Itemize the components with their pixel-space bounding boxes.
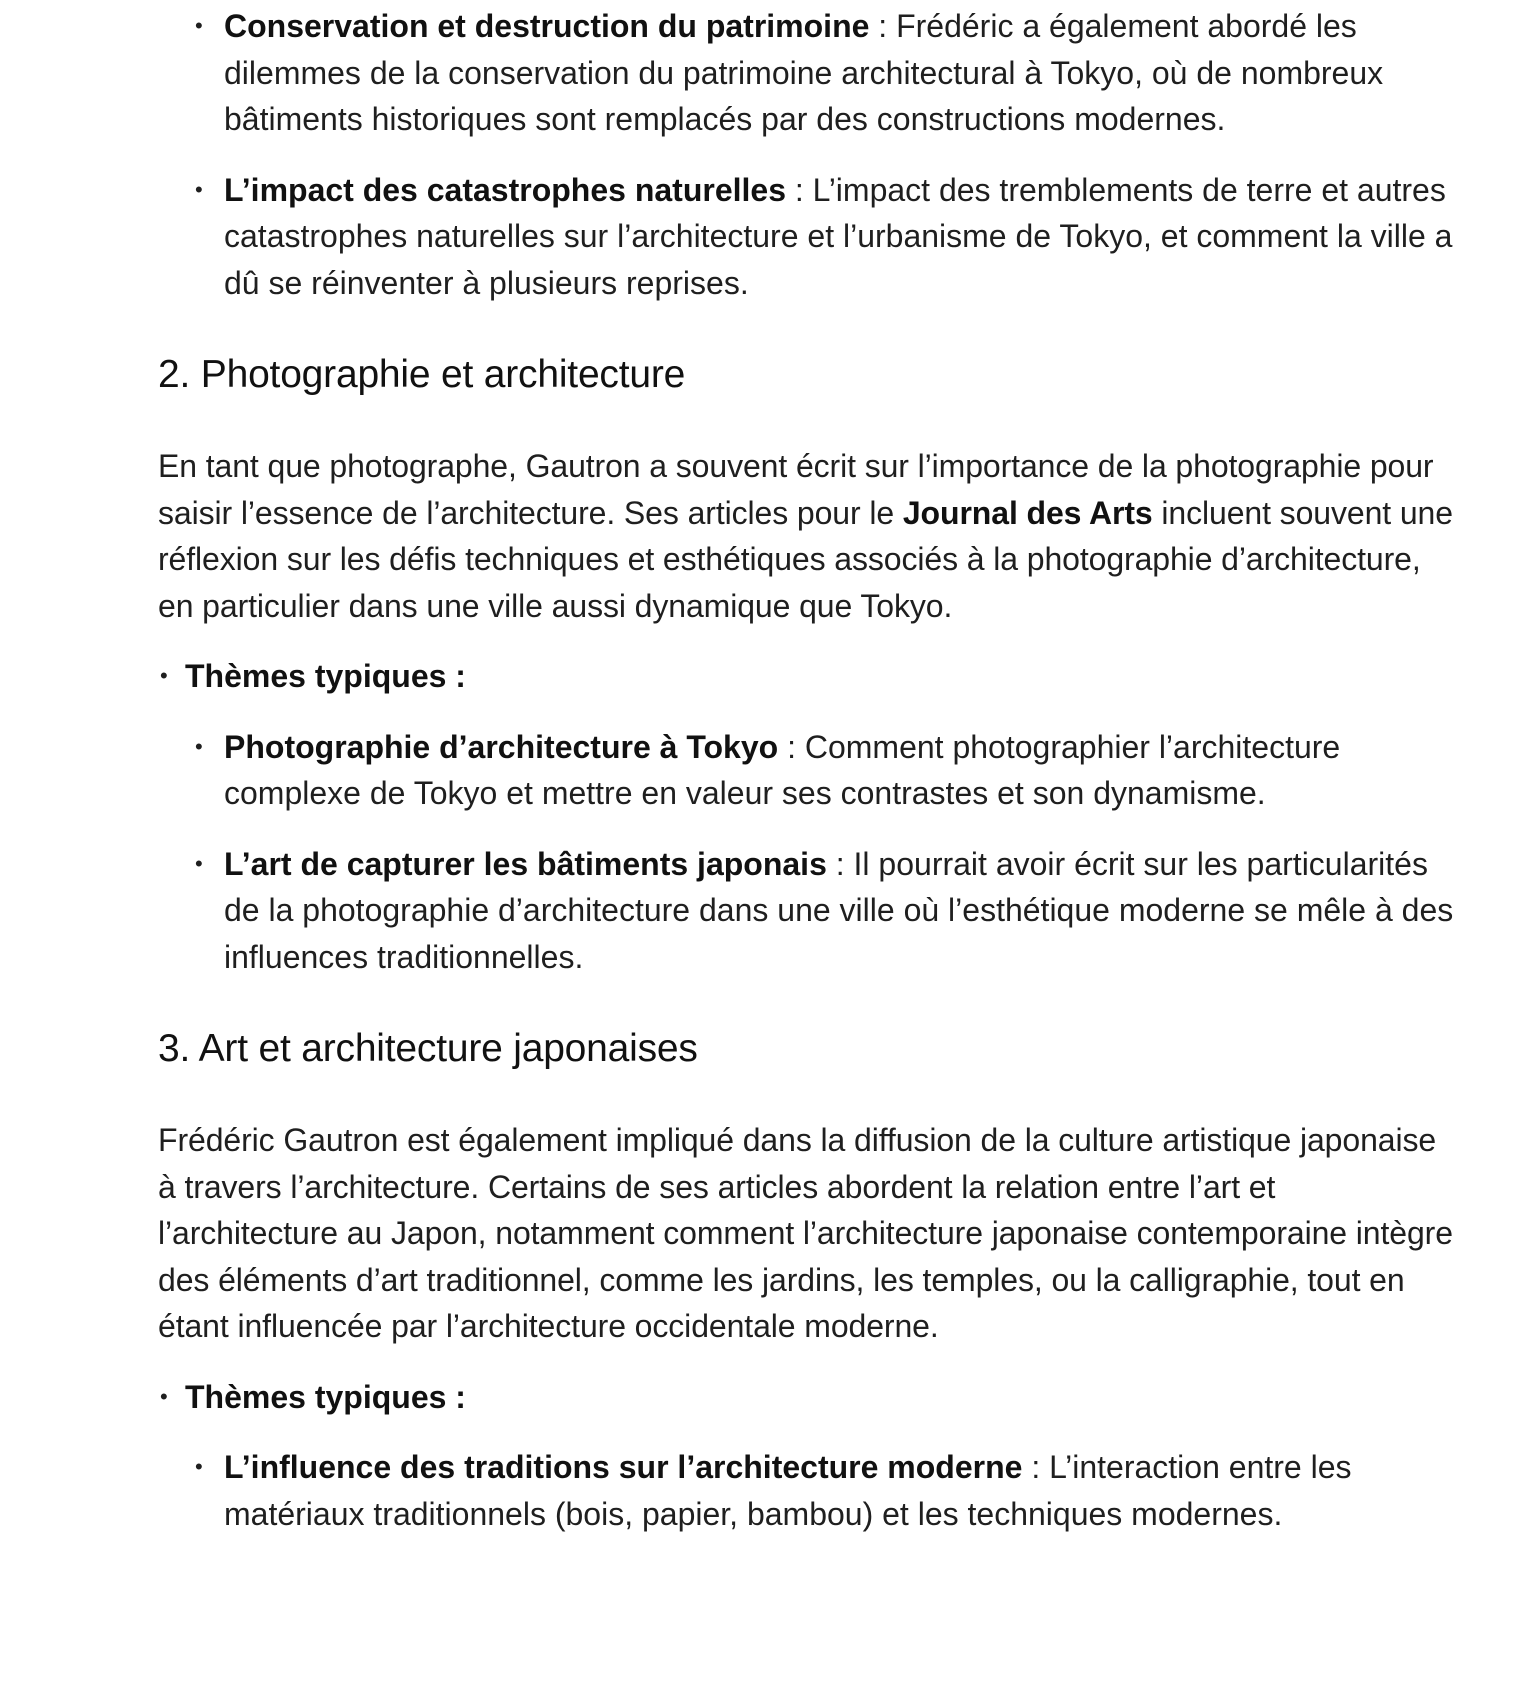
list-item [158,1444,1458,1537]
bullet-icon: • [195,1454,203,1479]
list-item [158,841,1458,981]
list-item [158,724,1458,817]
bullet-icon: • [195,13,203,38]
paragraph-text: En tant que photographe, Gautron a souvent écrit sur l’importance de la photographie pour saisir l’essence de l’architecture. Ses articles pour le [158,448,1434,531]
item-text: : L’interaction entre les matériaux traditionnels (bois, papier, bambou) et les techniques modernes. [224,1449,1352,1532]
item-title: L’art de capturer les bâtiments japonais [224,845,827,882]
section-heading: 3. Art et architecture japonaises [158,1027,698,1070]
list-item [158,167,1458,307]
themes-label: Thèmes typiques : [185,658,466,694]
themes-subitems [158,724,1458,981]
bullet-icon: • [195,733,203,759]
document-content [158,0,1458,1537]
item-text: : Frédéric a également abordé les dilemmes de la conservation du patrimoine architectural à Tokyo, où de nombreux bâtiments historiques sont remplacés par des constructions modernes. [224,8,1384,137]
bullet-icon: • [160,1383,168,1409]
themes-list [158,653,1458,700]
item-title: L’influence des traditions sur l’architecture moderne [224,1449,1023,1485]
section-paragraph: Frédéric Gautron est également impliqué dans la diffusion de la culture artistique japonaise à travers l’architecture. Certains de ses articles abordent la relation entre l’art et l’architecture au Japon, notamment comment l’architecture japonaise contemporaine intègre des éléments d’art traditionnel, comme les jardins, les temples, ou la calligraphie, tout en étant influencée par l’architecture occidentale moderne. [158,1122,1453,1344]
section-paragraph [158,443,1458,629]
list-item [158,653,1458,700]
list-item [158,3,1458,143]
themes-subitems [158,1444,1458,1537]
item-title: Conservation et destruction du patrimoine [224,8,870,44]
item-title: Photographie d’architecture à Tokyo [224,728,779,765]
bullet-icon: • [160,663,168,688]
list-item [158,1374,1458,1421]
item-text: : L’impact des tremblements de terre et autres catastrophes naturelles sur l’architecture et l’urbanisme de Tokyo, et comment la ville a dû se réinventer à plusieurs reprises. [224,171,1453,301]
bullet-icon: • [195,850,203,876]
bullet-icon: • [195,176,203,202]
item-title: L’impact des catastrophes naturelles [224,171,786,208]
item-text: : Il pourrait avoir écrit sur les particularités de la photographie d’architecture dans une ville où l’esthétique moderne se mêle à des influences traditionnelles. [224,845,1454,975]
themes-list [158,1374,1458,1421]
section-heading: 2. Photographie et architecture [158,353,686,396]
item-text: : Comment photographier l’architecture complexe de Tokyo et mettre en valeur ses contrastes et son dynamisme. [224,728,1341,811]
paragraph-text: incluent souvent une réflexion sur les défis techniques et esthétiques associés à la photographie d’architecture, en particulier dans une ville aussi dynamique que Tokyo. [158,494,1453,624]
section1-subitems [158,3,1458,306]
themes-label: Thèmes typiques : [185,1378,466,1415]
publication-name: Journal des Arts [902,494,1153,531]
